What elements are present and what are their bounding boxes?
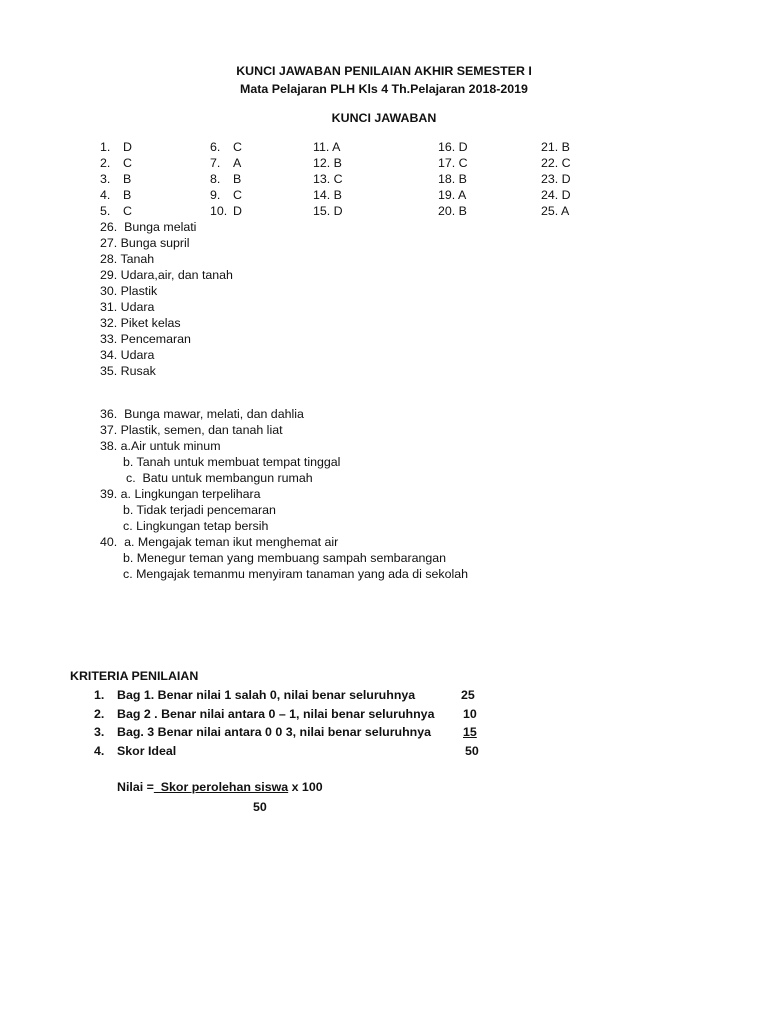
mc-item: 15. D — [313, 204, 343, 218]
essay-answer-40c: c. Mengajak temanmu menyiram tanaman yang ada di sekolah — [123, 567, 469, 581]
page-title: KUNCI JAWABAN PENILAIAN AKHIR SEMESTER I — [236, 64, 532, 78]
formula-denominator: 50 — [253, 800, 267, 814]
mc-item: 25. A — [541, 204, 570, 218]
short-answer: 35. Rusak — [100, 364, 156, 378]
essay-answer-37: 37. Plastik, semen, dan tanah liat — [100, 423, 283, 437]
essay-answer-36: 36. Bunga mawar, melati, dan dahlia — [100, 407, 304, 421]
mc-number: 9. — [210, 188, 221, 202]
essay-answer-38c: c. Batu untuk membangun rumah — [126, 471, 313, 485]
criteria-text: Bag 2 . Benar nilai antara 0 – 1, nilai benar seluruhnya — [117, 707, 435, 721]
essay-answer-40b: b. Menegur teman yang membuang sampah sembarangan — [123, 551, 447, 565]
mc-number: 10. — [210, 204, 228, 218]
mc-item: 17. C — [438, 156, 468, 170]
mc-item: 11. A — [313, 140, 341, 154]
criteria-number: 3. — [94, 725, 105, 739]
short-answer: 30. Plastik — [100, 284, 158, 298]
criteria-text: Bag. 3 Benar nilai antara 0 0 3, nilai benar seluruhnya — [117, 725, 432, 739]
criteria-score: 25 — [461, 688, 475, 702]
criteria-number: 1. — [94, 688, 105, 702]
criteria-score: 10 — [463, 707, 477, 721]
mc-answer: B — [123, 188, 132, 202]
mc-item: 13. C — [313, 172, 343, 186]
mc-item: 23. D — [541, 172, 571, 186]
mc-answer: C — [123, 204, 132, 218]
mc-number: 3. — [100, 172, 111, 186]
criteria-score: 15 — [463, 725, 477, 739]
essay-answer-38a: 38. a.Air untuk minum — [100, 439, 221, 453]
mc-answer: D — [123, 140, 132, 154]
mc-answer: D — [233, 204, 242, 218]
mc-item: 18. B — [438, 172, 467, 186]
mc-answer: C — [233, 140, 242, 154]
mc-item: 21. B — [541, 140, 570, 154]
mc-item: 19. A — [438, 188, 467, 202]
short-answer: 34. Udara — [100, 348, 155, 362]
short-answer: 31. Udara — [100, 300, 155, 314]
mc-number: 1. — [100, 140, 111, 154]
criteria-title: KRITERIA PENILAIAN — [70, 669, 199, 683]
short-answer: 27. Bunga supril — [100, 236, 190, 250]
mc-answer: B — [233, 172, 242, 186]
mc-item: 20. B — [438, 204, 467, 218]
mc-item: 16. D — [438, 140, 468, 154]
short-answer: 28. Tanah — [100, 252, 155, 266]
criteria-text: Skor Ideal — [117, 744, 177, 758]
mc-number: 5. — [100, 204, 111, 218]
short-answer: 33. Pencemaran — [100, 332, 191, 346]
criteria-text: Bag 1. Benar nilai 1 salah 0, nilai benar seluruhnya — [117, 688, 416, 702]
formula-suffix: x 100 — [288, 780, 323, 794]
mc-item: 12. B — [313, 156, 342, 170]
criteria-score: 50 — [465, 744, 479, 758]
mc-number: 4. — [100, 188, 111, 202]
mc-number: 7. — [210, 156, 221, 170]
short-answer: 29. Udara,air, dan tanah — [100, 268, 233, 282]
criteria-number: 4. — [94, 744, 105, 758]
section-title: KUNCI JAWABAN — [331, 111, 437, 125]
essay-answer-39a: 39. a. Lingkungan terpelihara — [100, 487, 261, 501]
essay-answer-39c: c. Lingkungan tetap bersih — [123, 519, 269, 533]
short-answer: 32. Piket kelas — [100, 316, 181, 330]
mc-item: 22. C — [541, 156, 571, 170]
mc-answer: B — [123, 172, 132, 186]
formula-prefix: Nilai = — [117, 780, 154, 794]
mc-answer: C — [233, 188, 242, 202]
mc-number: 2. — [100, 156, 111, 170]
essay-answer-39b: b. Tidak terjadi pencemaran — [123, 503, 276, 517]
essay-answer-40a: 40. a. Mengajak teman ikut menghemat air — [100, 535, 339, 549]
mc-number: 6. — [210, 140, 221, 154]
formula-line — [117, 779, 323, 795]
criteria-number: 2. — [94, 707, 105, 721]
mc-item: 24. D — [541, 188, 571, 202]
mc-answer: C — [123, 156, 132, 170]
formula-numerator: Skor perolehan siswa — [153, 780, 289, 794]
mc-answer: A — [233, 156, 242, 170]
essay-answer-38b: b. Tanah untuk membuat tempat tinggal — [123, 455, 341, 469]
mc-number: 8. — [210, 172, 221, 186]
mc-item: 14. B — [313, 188, 342, 202]
short-answer: 26. Bunga melati — [100, 220, 197, 234]
page-subtitle: Mata Pelajaran PLH Kls 4 Th.Pelajaran 2018-2019 — [240, 82, 528, 96]
